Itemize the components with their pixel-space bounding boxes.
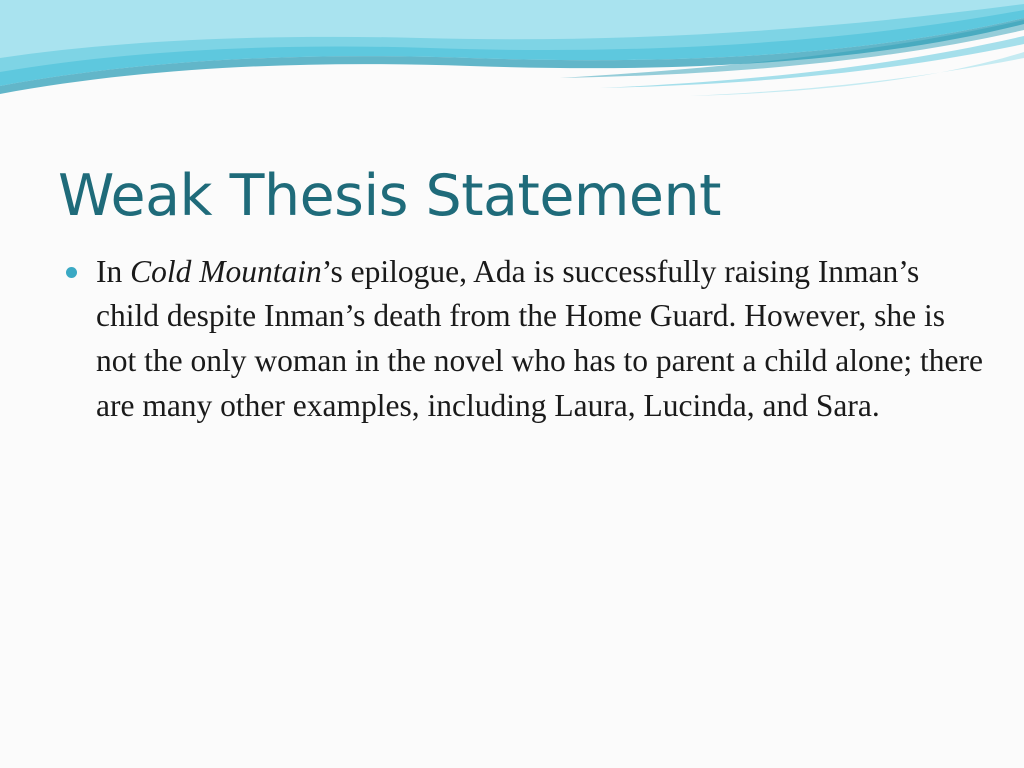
bullet-segment-lead: In (96, 253, 131, 289)
bullet-dot-icon (66, 267, 77, 278)
bullet-paragraph (96, 250, 988, 429)
bullet-segment-rest: ’s epilogue, Ada is successfully raising Inman’s child despite Inman’s death from the Home Guard. However, she is not the only woman in the novel who has to parent a child alone; there are many other examples, including Laura, Lucinda, and Sara. (96, 253, 984, 423)
bullet-segment-title: Cold Mountain (130, 253, 322, 289)
slide-body (58, 218, 988, 460)
header-wave-graphic (0, 0, 1024, 120)
list-item (58, 250, 988, 429)
page-title: Weak Thesis Statement (58, 163, 721, 230)
